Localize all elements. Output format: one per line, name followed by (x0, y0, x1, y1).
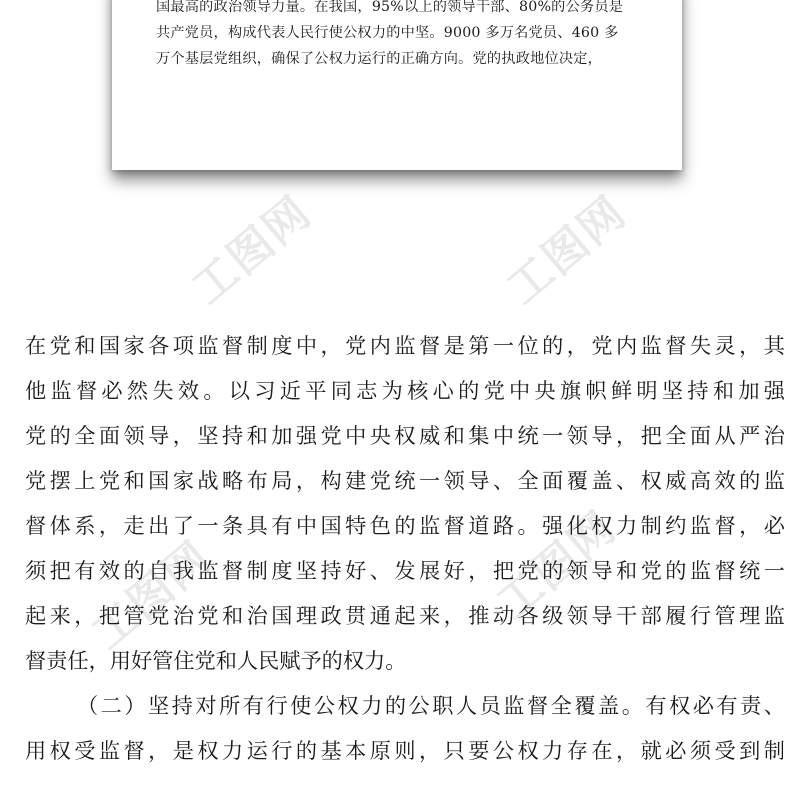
body-line: 督责任，用好管住党和人民赋予的权力。 (25, 648, 407, 673)
section-heading-line: （二）坚持对所有行使公权力的公职人员监督全覆盖。有权必有责、 (77, 693, 785, 718)
excerpt-line: 万个基层党组织，确保了公权力运行的正确方向。党的执政地位决定， (156, 51, 603, 67)
excerpt-card (112, 0, 682, 170)
body-line: 党的全面领导，坚持和加强党中央权威和集中统一领导，把全面从严治 (25, 423, 785, 448)
watermark: 工图网 (82, 531, 222, 660)
body-line: 须把有效的自我监督制度坚持好、发展好，把党的领导和党的监督统一 (25, 558, 785, 583)
watermark: 工图网 (487, 501, 627, 630)
article-body (25, 323, 785, 773)
watermark: 工图网 (182, 186, 322, 315)
body-line: 在党和国家各项监督制度中，党内监督是第一位的，党内监督失灵，其 (25, 333, 785, 358)
excerpt-line: 共产党员，构成代表人民行使公权力的中坚。9000 多万名党员、460 多 (156, 25, 619, 41)
body-line: 用权受监督，是权力运行的基本原则，只要公权力存在，就必须受到制 (25, 738, 785, 763)
body-line: 他监督必然失效。以习近平同志为核心的党中央旗帜鲜明坚持和加强 (25, 378, 785, 403)
body-line: 督体系，走出了一条具有中国特色的监督道路。强化权力制约监督，必 (25, 513, 785, 538)
excerpt-line: 国最高的政治领导力量。在我国，95%以上的领导干部、80%的公务员是 (156, 0, 624, 15)
body-line: 起来，把管党治党和治国理政贯通起来，推动各级领导干部履行管理监 (25, 603, 785, 628)
excerpt-text (156, 0, 656, 72)
body-line: 党摆上党和国家战略布局，构建党统一领导、全面覆盖、权威高效的监 (25, 468, 785, 493)
watermark: 工图网 (497, 186, 637, 315)
